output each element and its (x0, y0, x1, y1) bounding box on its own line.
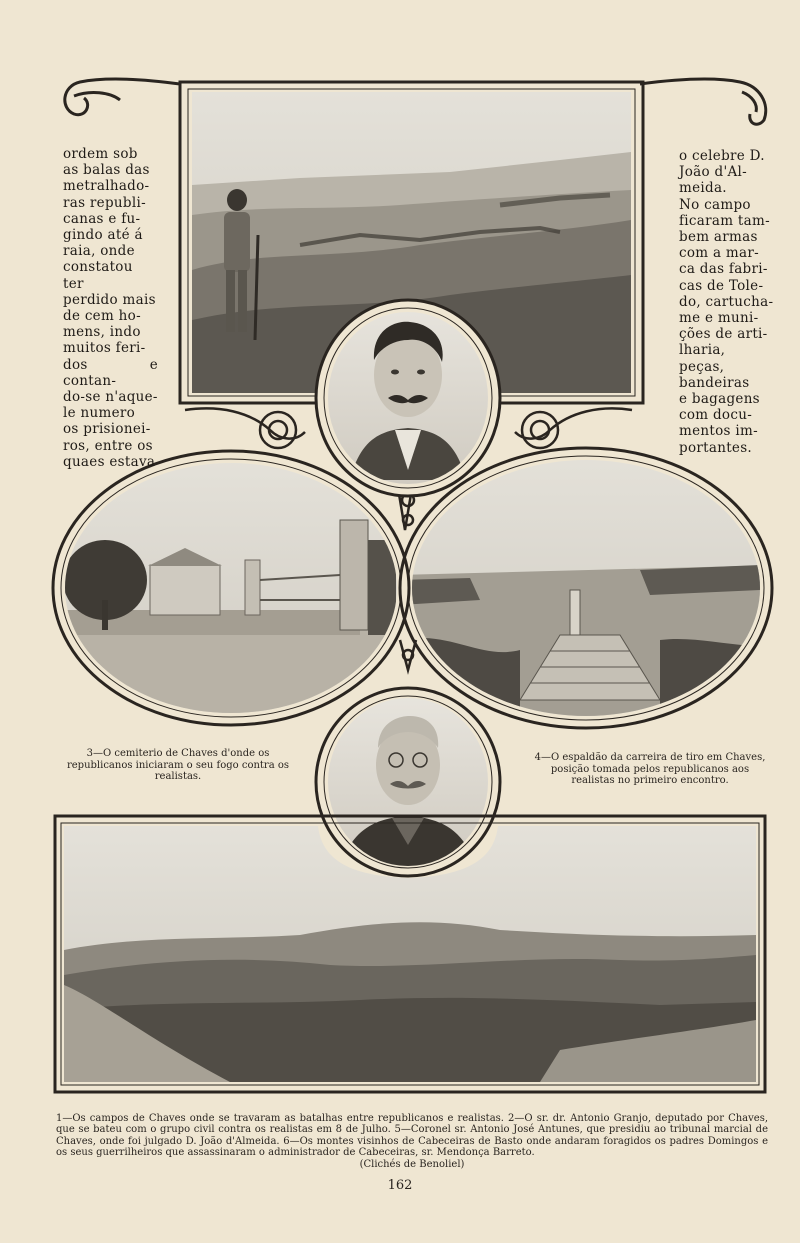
photo-3-cemiterio (53, 451, 410, 725)
caption-bottom (56, 1113, 768, 1170)
ornament-top-right (640, 79, 766, 124)
photo-credit: (Clichés de Benoliel) (359, 1158, 465, 1170)
right-text-line: bem armas (679, 229, 758, 246)
right-text-line: meida. (679, 180, 727, 197)
left-text-line: ordem sob (63, 146, 138, 162)
caption-photo-3: 3—O cemiterio de Chaves d'onde os republicanos iniciaram o seu fogo contra os realistas. (66, 748, 290, 782)
right-text-line: mentos im- (679, 423, 758, 440)
left-text-line: do-se n'aque- (63, 389, 158, 406)
right-text-line: ficaram tam- (679, 212, 770, 229)
left-text-line: de cem ho- (63, 308, 141, 325)
right-text-line: No campo (679, 196, 751, 213)
right-text-line: ções de arti- (679, 326, 768, 343)
right-text-line: bandeiras (679, 374, 750, 391)
right-text-line: com a mar- (679, 245, 759, 262)
right-text-line: me e muni- (679, 310, 759, 327)
left-text-line: gindo até á (63, 227, 143, 244)
right-text-line: e bagagens (679, 391, 760, 408)
left-text-line: metralhado- (63, 178, 150, 195)
ornament-top-left (65, 79, 180, 115)
right-text-line: cas de Tole- (679, 277, 764, 294)
caption-bottom-text: 1—Os campos de Chaves onde se travaram as batalhas entre republicanos e realistas. 2—O sr. dr. Antonio Granjo, deputado por Chaves, que se bateu com o grupo civil contra os realistas em 8 de Julho. 5—Coronel sr. Antonio José Antunes, que presidiu ao tribunal marcial de Chaves, onde foi julgado D. João d'Almeida. 6—Os montes visinhos de Cabeceiras de Basto onde andaram foragidos os padres Domingos e os seus guerrilheiros que assassinaram o administrador de Cabeceiras, sr. Mendonça Barreto. (56, 1113, 768, 1159)
left-text-line: mens, indo (63, 324, 141, 341)
left-text-column (63, 146, 158, 470)
caption-photo-4: 4—O espaldão da carreira de tiro em Chaves, posição tomada pelos republicanos aos realistas no primeiro encontro. (534, 752, 766, 786)
left-text-line: quaes estava (63, 453, 156, 470)
left-text-line: raia, onde (63, 243, 135, 260)
right-text-line: portantes. (679, 439, 753, 456)
right-text-line: com docu- (679, 407, 753, 424)
portrait-2-granjo (316, 300, 500, 496)
left-text-line: os prisionei- (63, 421, 151, 438)
right-text-line: ca das fabri- (679, 261, 768, 278)
right-text-line: João d'Al- (679, 164, 747, 181)
left-text-line: ros, entre os (63, 437, 153, 454)
page-number: 162 (387, 1178, 413, 1193)
left-text-line: as balas das (63, 162, 150, 179)
right-text-line: do, cartucha- (679, 293, 774, 310)
right-text-line: lharia, peças, (679, 342, 726, 375)
portrait-5-antunes (316, 688, 500, 876)
left-text-line: muitos feri- (63, 340, 146, 357)
left-text-line: constatou ter (63, 259, 133, 292)
left-text-line: ras republi- (63, 194, 146, 211)
left-text-line: canas e fu- (63, 210, 141, 227)
right-text-line: o celebre D. (679, 148, 765, 164)
left-text-line: dos e contan- (63, 356, 158, 389)
right-text-column (679, 148, 774, 456)
left-text-line: le numero (63, 405, 136, 422)
photo-4-espaldao (400, 448, 780, 730)
left-text-line: perdido mais (63, 291, 156, 308)
